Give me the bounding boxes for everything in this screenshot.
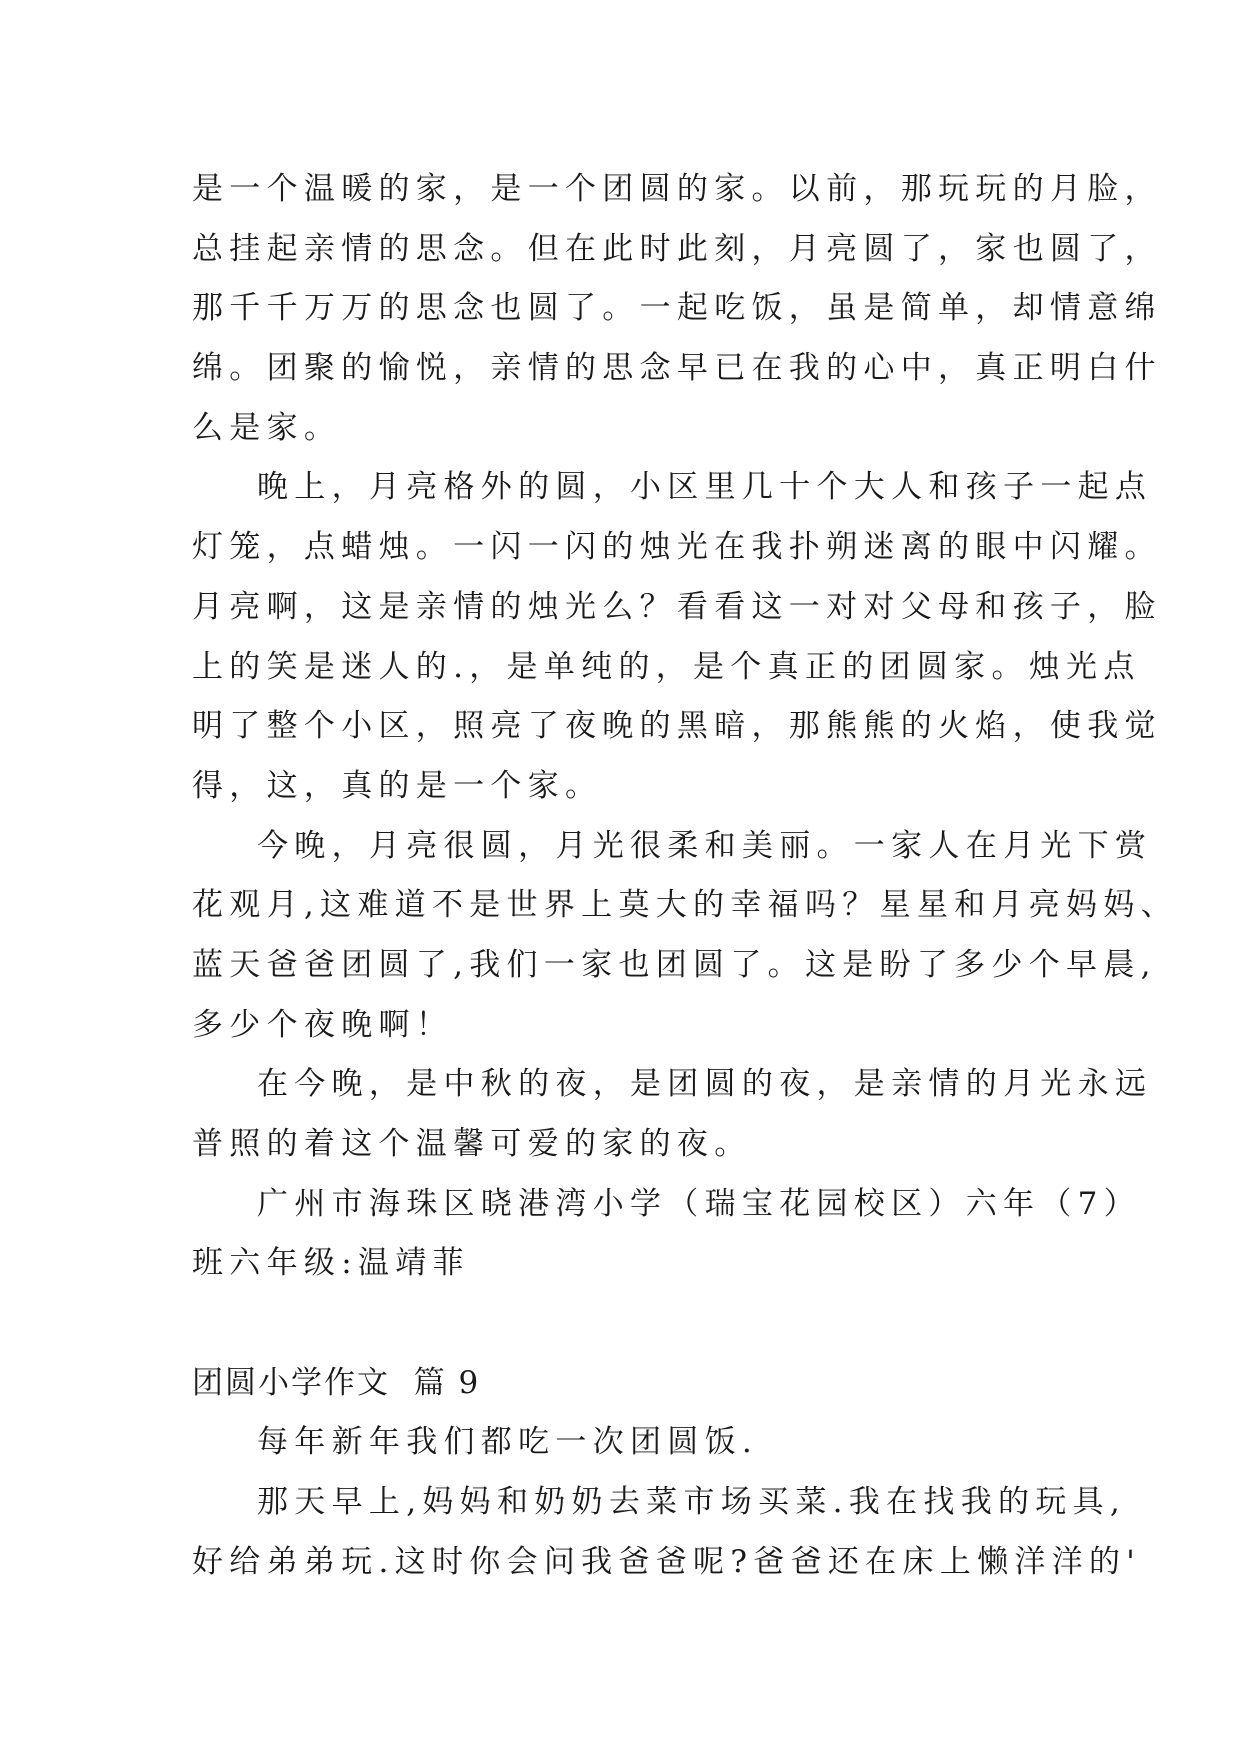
- text-line: 上的笑是迷人的.，是单纯的，是个真正的团圆家。烛光点: [192, 648, 1141, 685]
- text-line: 晚上，月亮格外的圆，小区里几十个大人和孩子一起点: [257, 469, 1153, 506]
- text-line: 多少个夜晚啊！: [192, 1006, 454, 1043]
- paragraph: [192, 1473, 1142, 1592]
- paragraph: [192, 458, 1162, 816]
- paragraph: [192, 817, 1178, 1056]
- author-paragraph: [192, 1175, 1141, 1294]
- text-line: 那天早上,妈妈和奶奶去菜市场买菜.我在找我的玩具,: [257, 1484, 1127, 1521]
- text-line: 得，这，真的是一个家。: [192, 767, 603, 804]
- document-page: [192, 160, 1178, 1593]
- text-line: 那千千万万的思念也圆了。一起吃饭，虽是简单，却情意绵: [192, 290, 1162, 327]
- text-line: 在今晚，是中秋的夜，是团圆的夜，是亲情的月光永远: [257, 1066, 1153, 1103]
- text-line: 月亮啊，这是亲情的烛光么？看看这一对对父母和孩子，脸: [192, 588, 1162, 625]
- text-line: 是一个温暖的家，是一个团圆的家。以前，那玩玩的月脸，: [192, 171, 1162, 207]
- text-line: 好给弟弟玩.这时你会问我爸爸呢?爸爸还在床上懒洋洋的': [192, 1543, 1142, 1580]
- text-line: 绵。团聚的愉悦，亲情的思念早已在我的心中，真正明白什: [192, 350, 1162, 387]
- text-line: 班六年级:温靖菲: [192, 1245, 470, 1282]
- text-line: 蓝天爸爸团圆了,我们一家也团圆了。这是盼了多少个早晨,: [192, 946, 1157, 983]
- text-line: 普照的着这个温馨可爱的家的夜。: [192, 1126, 752, 1162]
- paragraph: [192, 1413, 1052, 1473]
- section-gap: [192, 1294, 1052, 1354]
- paragraph: [192, 160, 1162, 458]
- paragraph: [192, 1055, 1153, 1174]
- text-line: 灯笼，点蜡烛。一闪一闪的烛光在我扑朔迷离的眼中闪耀。: [192, 529, 1162, 566]
- text-line: 明了整个小区，照亮了夜晚的黑暗，那熊熊的火焰，使我觉: [192, 708, 1162, 745]
- text-line: 总挂起亲情的思念。但在此时此刻，月亮圆了，家也圆了，: [192, 230, 1162, 267]
- text-line: 么是家。: [192, 409, 342, 446]
- text-line: 每年新年我们都吃一次团圆饭.: [257, 1424, 759, 1461]
- text-line: 广州市海珠区晓港湾小学（瑞宝花园校区）六年（7）: [257, 1185, 1141, 1222]
- text-line: 花观月,这难道不是世界上莫大的幸福吗？星星和月亮妈妈、: [192, 887, 1178, 924]
- text-line: 今晚，月亮很圆，月光很柔和美丽。一家人在月光下赏: [257, 827, 1153, 864]
- essay-title: 团圆小学作文 篇 9: [192, 1364, 481, 1401]
